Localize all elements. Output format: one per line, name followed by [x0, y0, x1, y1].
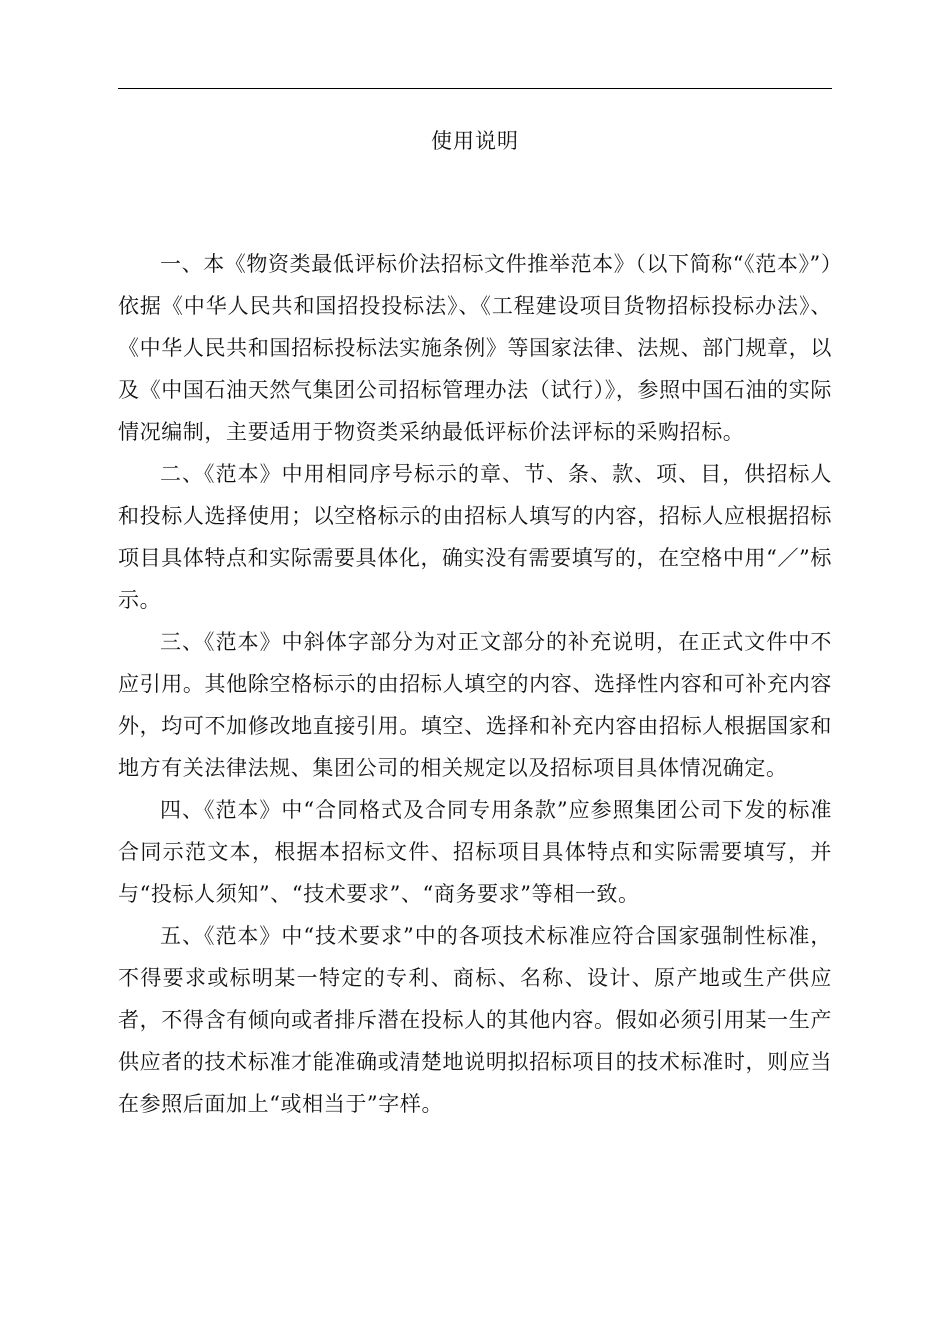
- document-body: [118, 243, 832, 1125]
- header-rule: [118, 88, 832, 89]
- paragraph-3: 三、《范本》中斜体字部分为对正文部分的补充说明，在正式文件中不应引用。其他除空格标示的由招标人填空的内容、选择性内容和可补充内容外，均可不加修改地直接引用。填空、选择和补充内容由招标人根据国家和地方有关法律法规、集团公司的相关规定以及招标项目具体情况确定。: [118, 630, 832, 780]
- paragraph-5: 五、《范本》中“技术要求”中的各项技术标准应符合国家强制性标准，不得要求或标明某一特定的专利、商标、名称、设计、原产地或生产供应者，不得含有倾向或者排斥潜在投标人的其他内容。假如必须引用某一生产供应者的技术标准才能准确或清楚地说明拟招标项目的技术标准时，则应当在参照后面加上“或相当于”字样。: [118, 924, 832, 1116]
- paragraph-1: 一、本《物资类最低评标价法招标文件推举范本》（以下简称“《范本》”）依据《中华人民共和国招投投标法》、《工程建设项目货物招标投标办法》、《中华人民共和国招标投标法实施条例》等国家法律、法规、部门规章，以及《中国石油天然气集团公司招标管理办法（试行）》，参照中国石油的实际情况编制，主要适用于物资类采纳最低评标价法评标的采购招标。: [118, 252, 832, 444]
- page-title: 使用说明: [431, 129, 519, 153]
- paragraph-2: 二、《范本》中用相同序号标示的章、节、条、款、项、目，供招标人和投标人选择使用；以空格标示的由招标人填写的内容，招标人应根据招标项目具体特点和实际需要具体化，确实没有需要填写的，在空格中用“／”标示。: [118, 462, 832, 612]
- paragraph-4: 四、《范本》中“合同格式及合同专用条款”应参照集团公司下发的标准合同示范文本，根据本招标文件、招标项目具体特点和实际需要填写，并与“投标人须知”、“技术要求”、“商务要求”等相一致。: [118, 798, 832, 906]
